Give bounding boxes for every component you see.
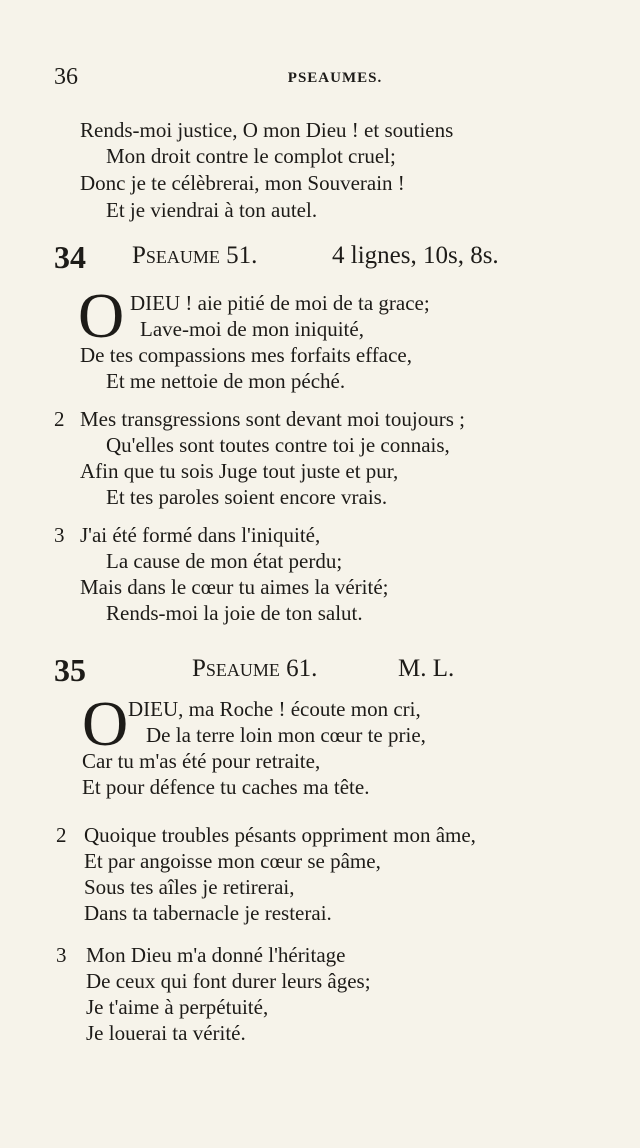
- verse-line: Rends-moi justice, O mon Dieu ! et soutiens: [80, 118, 454, 142]
- verse-line: Et tes paroles soient encore vrais.: [106, 485, 388, 509]
- verse-line: Afin que tu sois Juge tout juste et pur,: [80, 459, 399, 483]
- verse-line: Et je viendrai à ton autel.: [106, 198, 318, 222]
- drop-cap: O: [78, 280, 125, 351]
- verse-line: Quoique troubles pésants oppriment mon âme,: [84, 823, 476, 847]
- verse-line: Mes transgressions sont devant moi toujours ;: [80, 407, 465, 431]
- stanza-number: 2: [54, 407, 65, 431]
- verse-line: Dans ta tabernacle je resterai.: [84, 901, 332, 925]
- verse-line: De la terre loin mon cœur te prie,: [146, 723, 426, 747]
- verse-line: La cause de mon état perdu;: [106, 549, 343, 573]
- verse-line: Mon Dieu m'a donné l'héritage: [86, 943, 346, 967]
- verse-line: Rends-moi la joie de ton salut.: [106, 601, 363, 625]
- verse-line: Et pour défence tu caches ma tête.: [82, 775, 370, 799]
- verse-line: Car tu m'as été pour retraite,: [82, 749, 321, 773]
- hymn-meter: 4 lignes, 10s, 8s.: [332, 242, 499, 269]
- verse-line: De tes compassions mes forfaits efface,: [80, 343, 413, 367]
- verse-line: Sous tes aîles je retirerai,: [84, 875, 295, 899]
- verse-line: J'ai été formé dans l'iniquité,: [80, 523, 321, 547]
- verse-line: Qu'elles sont toutes contre toi je connais,: [106, 433, 450, 457]
- stanza-number: 3: [54, 523, 65, 547]
- verse-line: Je t'aime à perpétuité,: [86, 995, 269, 1019]
- verse-line: De ceux qui font durer leurs âges;: [86, 969, 371, 993]
- verse-line: Et me nettoie de mon péché.: [106, 369, 346, 393]
- hymn-title: Pseaume 51.: [132, 242, 258, 269]
- stanza-number: 2: [56, 823, 67, 847]
- running-head: PSEAUMES.: [287, 70, 383, 86]
- verse-line: DIEU ! aie pitié de moi de ta grace;: [130, 291, 430, 315]
- verse-line: Mais dans le cœur tu aimes la vérité;: [80, 575, 389, 599]
- hymn-title: Pseaume 61.: [192, 655, 318, 682]
- hymn-meter: M. L.: [398, 655, 455, 682]
- stanza-number: 3: [56, 943, 67, 967]
- verse-line: Je louerai ta vérité.: [86, 1021, 246, 1045]
- drop-cap: O: [82, 688, 129, 759]
- page-number: 36: [54, 64, 78, 90]
- hymn-number: 34: [54, 239, 86, 275]
- verse-line: DIEU, ma Roche ! écoute mon cri,: [128, 697, 421, 721]
- verse-line: Donc je te célèbrerai, mon Souverain !: [80, 171, 405, 195]
- verse-line: Lave-moi de mon iniquité,: [140, 317, 364, 341]
- verse-line: Mon droit contre le complot cruel;: [106, 144, 396, 168]
- hymn-number: 35: [54, 652, 86, 688]
- verse-line: Et par angoisse mon cœur se pâme,: [84, 849, 381, 873]
